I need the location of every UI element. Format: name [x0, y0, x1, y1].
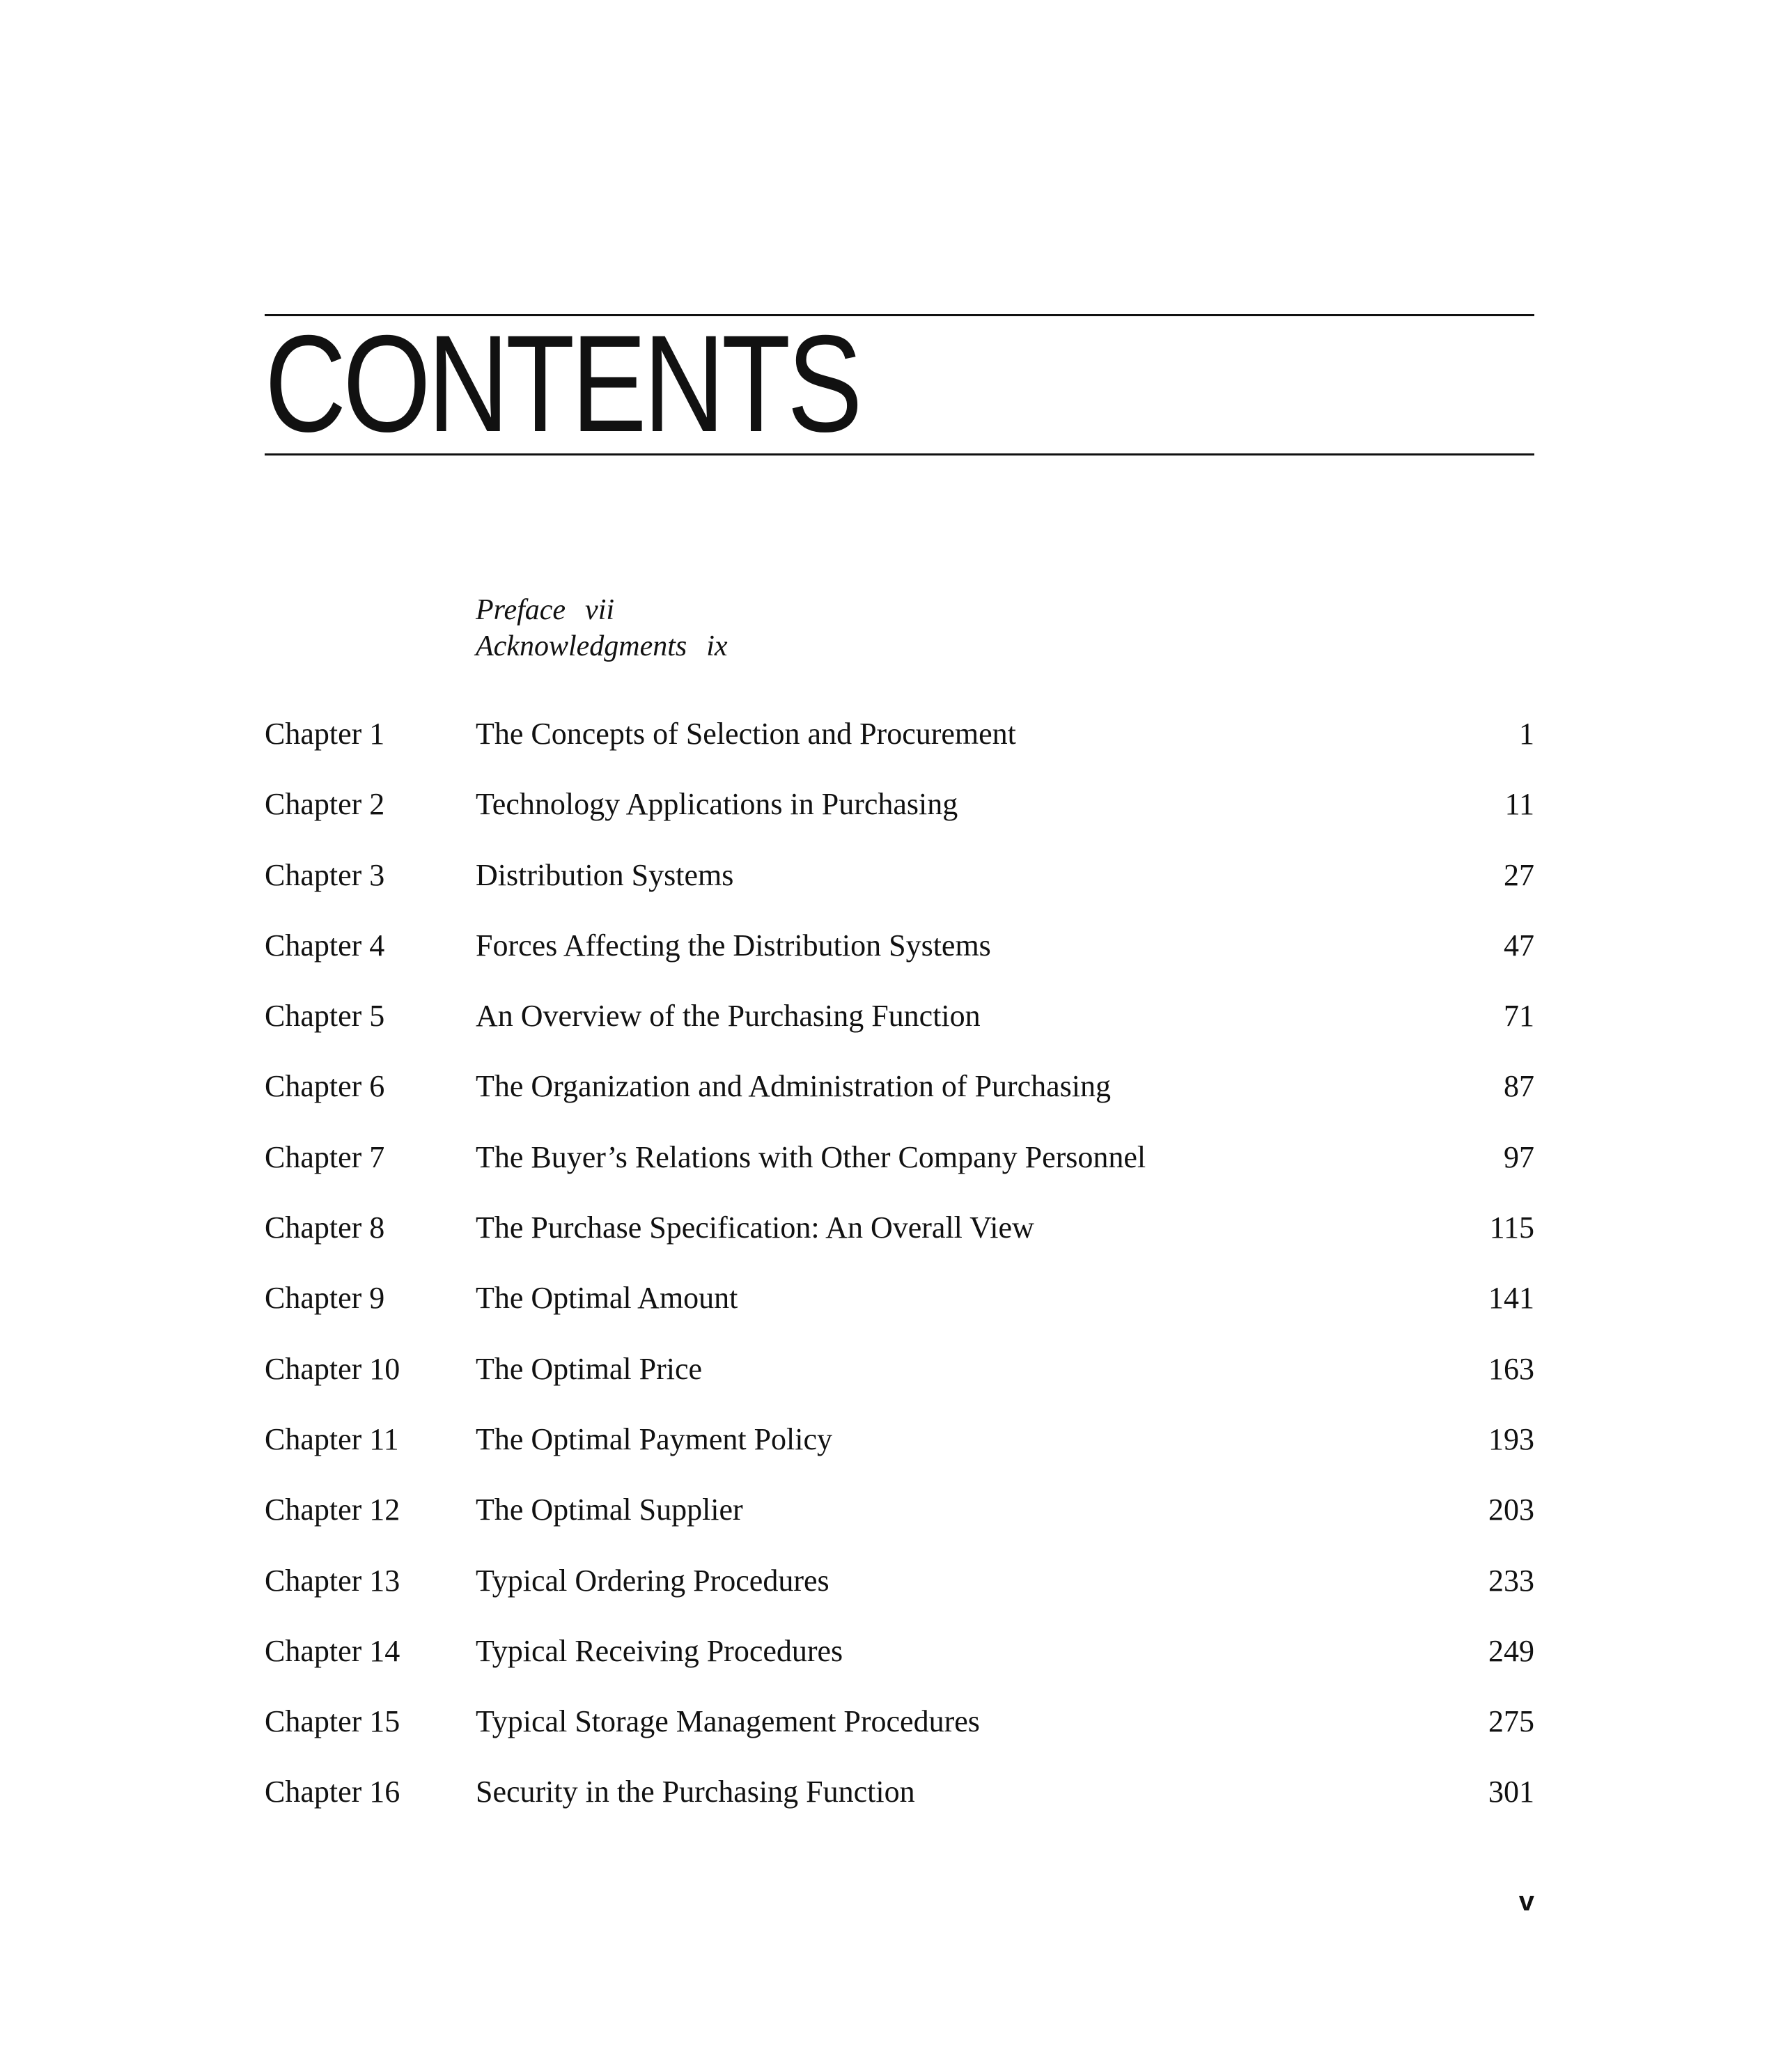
chapter-page: 233 [1488, 1563, 1534, 1598]
chapter-title: Technology Applications in Purchasing [476, 787, 958, 822]
toc-row [265, 1419, 1534, 1489]
chapter-number: Chapter 2 [265, 787, 385, 822]
chapter-page: 97 [1504, 1139, 1534, 1174]
chapter-number: Chapter 3 [265, 857, 385, 892]
chapter-page: 27 [1504, 857, 1534, 892]
toc-row [265, 995, 1534, 1066]
chapter-number: Chapter 8 [265, 1210, 385, 1245]
title-bottom-rule [265, 453, 1534, 455]
chapter-number: Chapter 15 [265, 1704, 400, 1739]
toc-row [265, 1630, 1534, 1701]
front-matter-item-preface [476, 592, 728, 628]
page-title: CONTENTS [265, 306, 859, 460]
chapter-title: Typical Receiving Procedures [476, 1633, 843, 1668]
page-folio: v [1518, 1886, 1534, 1917]
chapter-page: 1 [1519, 717, 1534, 751]
chapter-page: 47 [1504, 928, 1534, 963]
chapter-title: The Buyer’s Relations with Other Company Personnel [476, 1139, 1146, 1174]
chapter-number: Chapter 1 [265, 717, 385, 751]
front-matter-page: vii [585, 594, 615, 626]
chapter-title: The Optimal Payment Policy [476, 1421, 833, 1456]
toc-row [265, 1137, 1534, 1207]
toc-row [265, 1066, 1534, 1136]
chapter-title: Security in the Purchasing Function [476, 1775, 915, 1809]
chapter-number: Chapter 5 [265, 999, 385, 1034]
chapter-page: 301 [1488, 1775, 1534, 1809]
chapter-number: Chapter 7 [265, 1139, 385, 1174]
toc-row [265, 713, 1534, 784]
front-matter-label: Preface [476, 594, 566, 626]
toc-row [265, 1277, 1534, 1348]
chapter-title: The Organization and Administration of Purchasing [476, 1069, 1112, 1104]
chapter-number: Chapter 6 [265, 1069, 385, 1104]
chapter-page: 193 [1488, 1421, 1534, 1456]
chapter-number: Chapter 11 [265, 1421, 399, 1456]
chapter-title: Distribution Systems [476, 857, 734, 892]
toc-row [265, 1207, 1534, 1277]
toc-row [265, 925, 1534, 995]
chapter-title: The Concepts of Selection and Procurement [476, 717, 1016, 751]
chapter-page: 163 [1488, 1351, 1534, 1386]
toc-row [265, 855, 1534, 925]
chapter-page: 71 [1504, 999, 1534, 1034]
chapter-title: Typical Ordering Procedures [476, 1563, 829, 1598]
table-of-contents [265, 713, 1534, 1842]
toc-row [265, 1489, 1534, 1559]
chapter-title: The Optimal Price [476, 1351, 703, 1386]
chapter-title: Typical Storage Management Procedures [476, 1704, 980, 1739]
chapter-page: 141 [1488, 1281, 1534, 1316]
chapter-number: Chapter 16 [265, 1775, 400, 1809]
front-matter-label: Acknowledgments [476, 630, 687, 662]
front-matter-page: ix [706, 630, 728, 662]
chapter-number: Chapter 14 [265, 1633, 400, 1668]
chapter-number: Chapter 4 [265, 928, 385, 963]
toc-row [265, 1348, 1534, 1419]
chapter-title: An Overview of the Purchasing Function [476, 999, 981, 1034]
toc-row [265, 1560, 1534, 1630]
toc-row [265, 1771, 1534, 1841]
front-matter-item-acknowledgments [476, 628, 728, 664]
chapter-page: 115 [1489, 1210, 1534, 1245]
chapter-page: 11 [1504, 787, 1534, 822]
chapter-number: Chapter 12 [265, 1493, 400, 1527]
toc-row [265, 1701, 1534, 1771]
toc-row [265, 784, 1534, 854]
chapter-page: 203 [1488, 1493, 1534, 1527]
chapter-page: 275 [1488, 1704, 1534, 1739]
chapter-title: The Optimal Amount [476, 1281, 738, 1316]
chapter-title: Forces Affecting the Distribution Systems [476, 928, 991, 963]
front-matter-list [476, 592, 728, 664]
chapter-number: Chapter 9 [265, 1281, 385, 1316]
chapter-page: 87 [1504, 1069, 1534, 1104]
chapter-page: 249 [1488, 1633, 1534, 1668]
chapter-title: The Purchase Specification: An Overall View [476, 1210, 1034, 1245]
chapter-number: Chapter 13 [265, 1563, 400, 1598]
chapter-title: The Optimal Supplier [476, 1493, 743, 1527]
chapter-number: Chapter 10 [265, 1351, 400, 1386]
